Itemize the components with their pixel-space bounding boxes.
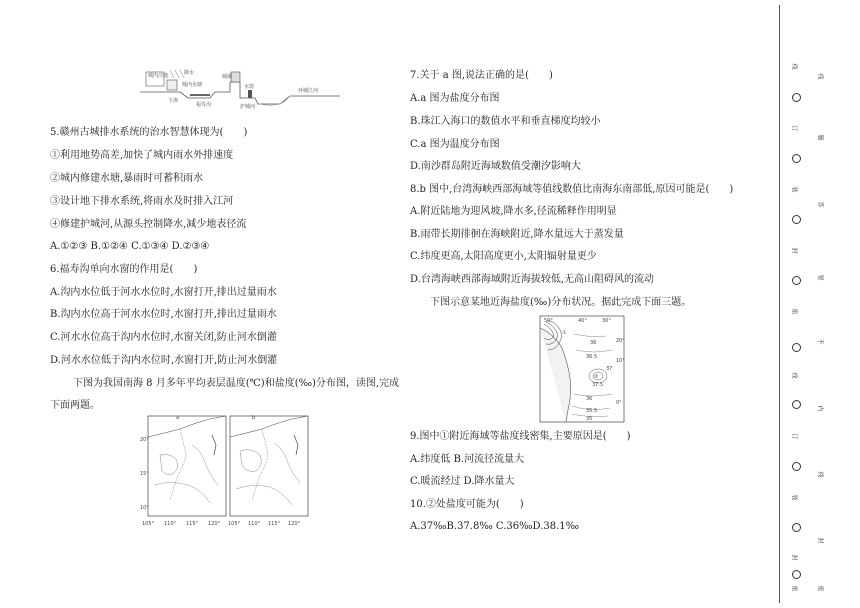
strip-notice: 线 bbox=[816, 73, 824, 80]
binding-hole bbox=[792, 154, 801, 163]
q9-options-ab: A.纬度低 B.河流径流量大 bbox=[410, 454, 525, 465]
question-10: 10.②处盐度可能为( ) bbox=[410, 499, 524, 510]
map-b-tag: b bbox=[252, 415, 256, 421]
label-fushou: 福寿沟 bbox=[196, 102, 212, 108]
strip-label: 密 bbox=[790, 308, 798, 315]
question-7: 7.关于 a 图,说法正确的是( ) bbox=[410, 70, 553, 81]
label-inner-depression: 城内洼地 bbox=[148, 73, 169, 79]
q7-option-c: C.a 图为温度分布图 bbox=[410, 139, 500, 150]
map3-iso-37-5: 37.5 bbox=[592, 382, 604, 388]
q6-option-c: C.河水水位高于沟内水位时,水窗关闭,防止河水倒灌 bbox=[50, 332, 277, 343]
map-a-lon-120: 120° bbox=[208, 521, 221, 527]
q5-option-4: ④修建护城河,从源头控制降水,减少地表径流 bbox=[50, 219, 247, 230]
map-b-lon-110: 110° bbox=[248, 521, 261, 527]
q5-option-2: ②城内修建水塘,暴雨时可蓄积雨水 bbox=[50, 173, 204, 184]
binding-hole bbox=[792, 400, 801, 409]
strip-notice: 答 bbox=[816, 201, 824, 208]
q5-option-3: ③设计地下排水系统,将雨水及时排入江河 bbox=[50, 196, 234, 207]
map3-lon-40: 40° bbox=[578, 318, 587, 324]
map-a-lon-115: 115° bbox=[186, 521, 199, 527]
question-6: 6.福寿沟单向水窗的作用是( ) bbox=[50, 264, 198, 275]
binding-hole bbox=[792, 570, 801, 579]
intro-three-questions: 下图示意某地近海盐度(‰)分布状况。据此完成下面三题。 bbox=[430, 297, 692, 308]
question-9: 9.图中①附近海域等盐度线密集,主要原因是( ) bbox=[410, 431, 631, 442]
map3-lat-0: 0° bbox=[616, 400, 622, 406]
intro-two-questions: 下图为我国南海 8 月多年平均表层温度(℃)和盐度(‰)分布图，读图,完成 bbox=[73, 378, 400, 389]
map-b-lon-115: 115° bbox=[268, 521, 281, 527]
strip-notice: 题 bbox=[816, 134, 824, 141]
map-a-lat-20: 20° bbox=[140, 437, 149, 443]
map-a-tag: a bbox=[176, 415, 180, 421]
strip-notice: 密 bbox=[816, 585, 824, 592]
intro-two-questions-cont: 下面两题。 bbox=[50, 400, 100, 411]
strip-notice: 封 bbox=[816, 537, 824, 544]
map3-marker-1: ① bbox=[562, 330, 567, 336]
strip-label: 订 bbox=[790, 433, 798, 440]
q7-option-b: B.珠江入海口的数值水平和垂直梯度均较小 bbox=[410, 116, 601, 127]
q9-options-cd: C.暖流经过 D.降水量大 bbox=[410, 476, 515, 487]
strip-label: 封 bbox=[790, 247, 798, 254]
binding-hole bbox=[792, 523, 801, 532]
q8-option-d: D.台湾海峡西部海域附近海拔较低,无高山阻碍风的流动 bbox=[410, 274, 655, 285]
strip-label: 装 bbox=[790, 186, 798, 193]
label-downpipe: 下渗 bbox=[168, 98, 179, 104]
map3-iso-36: 36 bbox=[590, 340, 597, 346]
map3-iso-37: 37 bbox=[606, 366, 613, 372]
map3-iso-35-5: 35.5 bbox=[586, 408, 598, 414]
strip-notice: 内 bbox=[816, 405, 824, 412]
strip-label: 线 bbox=[790, 372, 798, 379]
label-water-window: 水窗 bbox=[244, 84, 255, 90]
map3-iso-35: 35 bbox=[586, 416, 593, 422]
strip-label: 订 bbox=[790, 125, 798, 132]
strip-label: 装 bbox=[790, 494, 798, 501]
binding-hole bbox=[792, 462, 801, 471]
strip-label: 密 bbox=[790, 585, 798, 592]
q6-option-b: B.沟内水位高于河水水位时,水窗打开,排出过量雨水 bbox=[50, 309, 277, 320]
binding-hole bbox=[792, 343, 801, 352]
map-b-lon-120: 120° bbox=[288, 521, 301, 527]
strip-notice: 不 bbox=[816, 338, 824, 345]
map-a-lon-110: 110° bbox=[164, 521, 177, 527]
q5-option-1: ①利用地势高差,加快了城内雨水外排速度 bbox=[50, 150, 234, 161]
map3-lon-50: 50° bbox=[544, 318, 553, 324]
q6-option-d: D.河水水位低于沟内水位时,水窗打开,防止河水倒灌 bbox=[50, 355, 278, 366]
q6-option-a: A.沟内水位低于河水水位时,水窗打开,排出过量雨水 bbox=[50, 287, 277, 298]
map3-iso-36b: 36 bbox=[586, 396, 593, 402]
map3-lat-20: 20° bbox=[616, 338, 625, 344]
q8-option-c: C.纬度更高,太阳高度更小,太阳辐射量更少 bbox=[410, 251, 597, 262]
q8-option-b: B.雨带长期徘徊在海峡附近,降水量远大于蒸发量 bbox=[410, 229, 624, 240]
map-a-lat-15: 15° bbox=[140, 471, 149, 477]
map-a-lon-105: 105° bbox=[142, 521, 155, 527]
map3-marker-2: ② bbox=[594, 374, 599, 380]
label-moat: 护城河 bbox=[240, 104, 256, 110]
q5-choices: A.①②③ B.①②④ C.①③④ D.②③④ bbox=[50, 241, 210, 252]
map3-lon-30: 30° bbox=[602, 318, 611, 324]
coastal-salinity-map bbox=[532, 314, 628, 426]
strip-label: 封 bbox=[790, 554, 798, 561]
drainage-diagram bbox=[140, 68, 340, 110]
south-china-sea-map-a bbox=[140, 415, 228, 527]
label-wall: 城墙 bbox=[222, 74, 233, 80]
binding-hole bbox=[792, 215, 801, 224]
strip-notice: 要 bbox=[816, 274, 824, 281]
q7-option-a: A.a 图为盐度分布图 bbox=[410, 93, 500, 104]
q10-choices: A.37‰B.37.8‰ C.36‰D.38.1‰ bbox=[410, 521, 580, 532]
binding-strip bbox=[780, 0, 860, 608]
map3-lat-10: 10° bbox=[616, 358, 625, 364]
question-5: 5.赣州古城排水系统的治水智慧体现为( ) bbox=[50, 127, 248, 138]
label-rain: 降水 bbox=[184, 70, 195, 76]
map3-iso-36-5: 36.5 bbox=[586, 354, 598, 360]
binding-hole bbox=[792, 276, 801, 285]
strip-label: 线 bbox=[790, 63, 798, 70]
question-8: 8.b 图中,台湾海峡西部海域等值线数值比南海东南部低,原因可能是( ) bbox=[410, 184, 734, 195]
binding-hole bbox=[792, 93, 801, 102]
south-china-sea-map-b bbox=[226, 415, 312, 527]
strip-notice: 线 bbox=[816, 471, 824, 478]
map-a-lat-10: 10° bbox=[140, 505, 149, 511]
q8-option-a: A.附近陆地为迎风坡,降水多,径流稀释作用明显 bbox=[410, 206, 617, 217]
q7-option-d: D.南沙群岛附近海域数值受潮汐影响大 bbox=[410, 161, 581, 172]
label-pond: 城内水塘 bbox=[182, 82, 203, 88]
label-river: 环城江河 bbox=[298, 88, 319, 94]
map-b-lon-105: 105° bbox=[228, 521, 241, 527]
